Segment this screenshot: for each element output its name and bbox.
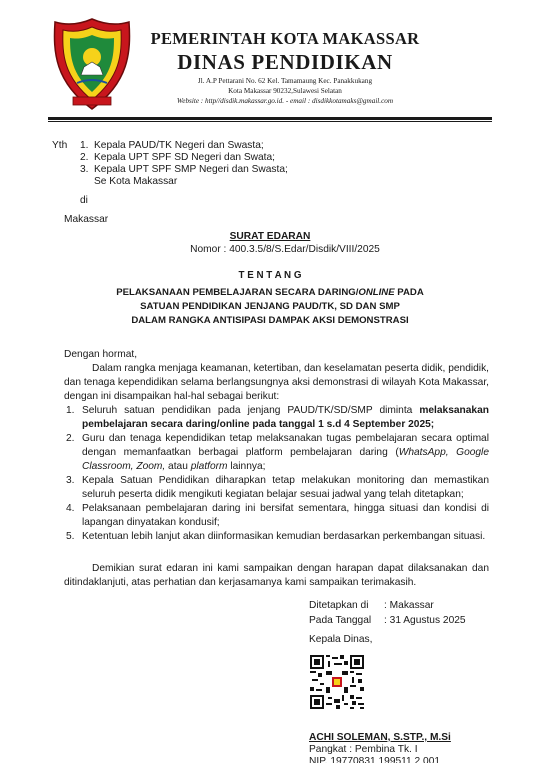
point-num: 5. xyxy=(66,531,75,542)
place-value: : Makassar xyxy=(384,600,434,611)
letter-number: Nomor : 400.3.5/8/S.Edar/Disdik/VIII/2025 xyxy=(190,244,380,255)
point-4: Pelaksanaan pembelajaran daring ini bersifat sementara, hingga situasi dan kondisi di lapangan dinyatakan kondusif; xyxy=(82,503,489,528)
recipient-item: Kepala PAUD/TK Negeri dan Swasta; xyxy=(94,140,264,151)
makassar-city-emblem-icon xyxy=(51,17,133,111)
point-num: 3. xyxy=(66,475,75,486)
recipient-region: Se Kota Makassar xyxy=(94,176,178,187)
signer-name: ACHI SOLEMAN, S.STP., M.Si xyxy=(309,732,451,743)
header-rule-thick xyxy=(48,117,492,120)
recipient-item: Kepala UPT SPF SD Negeri dan Swata; xyxy=(94,152,276,163)
letter-title: SURAT EDARAN xyxy=(229,231,311,242)
recipient-num: 2. xyxy=(80,152,89,163)
place-label: Ditetapkan di xyxy=(309,600,369,611)
point-2: Guru dan tenaga kependidikan tetap melaksanakan tugas pembelajaran secara optimal dengan memanfaatkan berbagai platform pembelajaran daring (WhatsApp, Google Classroom, Zoom, atau platform lainnya; xyxy=(82,433,489,472)
signer-rank: Pangkat : Pembina Tk. I xyxy=(309,744,418,755)
di-label: di xyxy=(80,195,88,206)
department-name: DINAS PENDIDIKAN xyxy=(177,50,393,74)
point-5: Ketentuan lebih lanjut akan diinformasikan kemudian berdasarkan perkembangan situasi. xyxy=(82,531,486,542)
recipient-city: Makassar xyxy=(64,214,109,225)
signer-nip: NIP. 19770831 199511 2 001 xyxy=(309,756,441,763)
point-1: Seluruh satuan pendidikan pada jenjang PAUD/TK/SD/SMP diminta melaksanakan pembelajaran secara daring/online pada tanggal 1 s.d 4 September 2025; xyxy=(82,405,489,430)
subject-line-1: PELAKSANAAN PEMBELAJARAN SECARA DARING/ONLINE PADA xyxy=(116,287,424,298)
address-line-1: Jl. A.P Pettarani No. 62 Kel. Tamamaung Kec. Panakkukang xyxy=(197,77,373,85)
recipient-num: 3. xyxy=(80,164,89,175)
point-3: Kepala Satuan Pendidikan diharapkan tetap melakukan monitoring dan memastikan seluruh peserta didik mengikuti kegiatan belajar sesuai jadwal yang telah ditetapkan; xyxy=(82,475,489,500)
point-num: 2. xyxy=(66,433,75,444)
header-rule-thin xyxy=(48,121,492,122)
yth-label: Yth xyxy=(52,140,68,151)
closing-paragraph: Demikian surat edaran ini kami sampaikan dengan harapan dapat dilaksanakan dan ditindaklanjuti, atas perhatian dan kerjasamanya kami sampaikan terimakasih. xyxy=(64,563,489,588)
point-num: 4. xyxy=(66,503,75,514)
subject-line-3: DALAM RANGKA ANTISIPASI DAMPAK AKSI DEMONSTRASI xyxy=(131,315,409,326)
intro-paragraph: Dalam rangka menjaga keamanan, ketertiban, dan keselamatan peserta didik, pendidik, dan tenaga kependidikan selama berlangsungnya aksi demonstrasi di wilayah Kota Makassar, dengan ini disampaikan hal-hal sebagai berikut: xyxy=(64,363,489,402)
government-name: PEMERINTAH KOTA MAKASSAR xyxy=(150,29,420,48)
signer-position: Kepala Dinas, xyxy=(309,634,373,645)
letterhead xyxy=(140,29,430,106)
recipient-num: 1. xyxy=(80,140,89,151)
recipient-item: Kepala UPT SPF SMP Negeri dan Swasta; xyxy=(94,164,288,175)
date-label: Pada Tanggal xyxy=(309,615,372,626)
greeting: Dengan hormat, xyxy=(64,349,138,360)
point-num: 1. xyxy=(66,405,75,416)
date-value: : 31 Agustus 2025 xyxy=(384,615,466,626)
qr-code-icon xyxy=(310,655,364,709)
subject-label: T E N T A N G xyxy=(238,270,302,281)
address-line-2: Kota Makassar 90232,Sulawesi Selatan xyxy=(228,86,342,95)
contact-line: Website : http//disdik.makassar.go.id. - email : disdikkotamaks@gmail.com xyxy=(176,96,394,105)
subject-line-2: SATUAN PENDIDIKAN JENJANG PAUD/TK, SD DAN SMP xyxy=(140,301,400,312)
